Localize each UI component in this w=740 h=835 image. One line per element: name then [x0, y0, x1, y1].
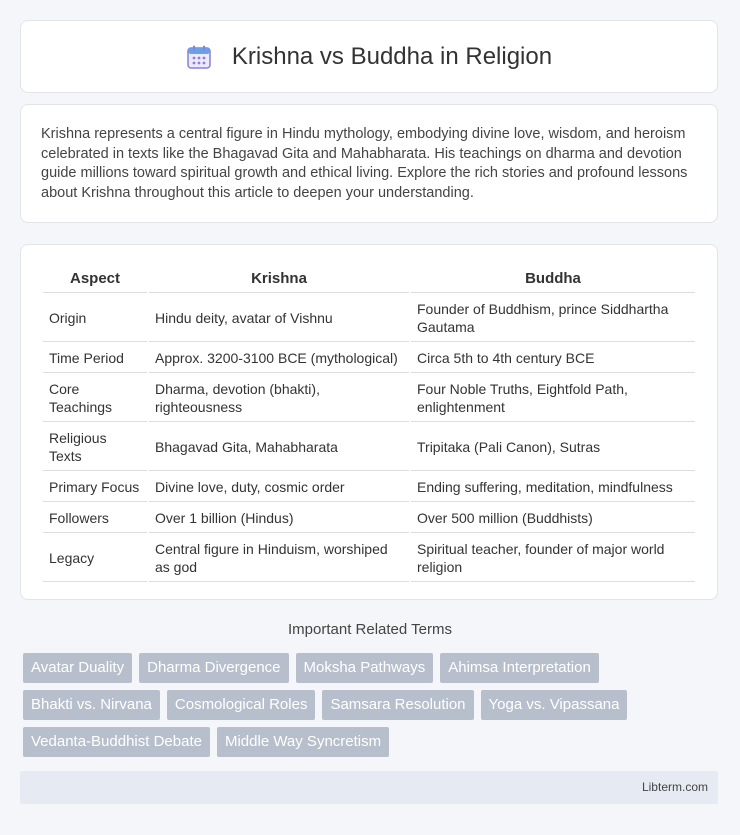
table-cell-aspect: Core Teachings	[43, 375, 147, 422]
comparison-table	[41, 263, 697, 584]
column-header-aspect: Aspect	[43, 265, 147, 293]
title-card	[20, 20, 718, 93]
related-term-tag[interactable]: Dharma Divergence	[139, 653, 288, 683]
intro-card	[20, 104, 718, 223]
table-cell-aspect: Primary Focus	[43, 473, 147, 502]
table-cell-krishna: Central figure in Hinduism, worshiped as god	[149, 535, 409, 582]
table-cell-buddha: Tripitaka (Pali Canon), Sutras	[411, 424, 695, 471]
page-title: Krishna vs Buddha in Religion	[231, 42, 553, 70]
column-header-buddha: Buddha	[411, 265, 695, 293]
table-cell-krishna: Divine love, duty, cosmic order	[149, 473, 409, 502]
table-row	[43, 424, 695, 471]
table-row	[43, 344, 695, 373]
related-term-tag[interactable]: Bhakti vs. Nirvana	[23, 690, 160, 720]
table-cell-krishna: Hindu deity, avatar of Vishnu	[149, 295, 409, 342]
related-terms-list	[23, 653, 723, 764]
table-cell-aspect: Legacy	[43, 535, 147, 582]
column-header-krishna: Krishna	[149, 265, 409, 293]
related-term-tag[interactable]: Samsara Resolution	[322, 690, 473, 720]
comparison-card	[20, 244, 718, 600]
intro-paragraph: Krishna represents a central figure in Hindu mythology, embodying divine love, wisdom, and heroism celebrated in texts like the Bhagavad Gita and Mahabharata. His teachings on dharma and devotion guide millions toward spiritual growth and ethical living. Explore the rich stories and profound lessons about Krishna throughout this article to deepen your understanding.	[41, 126, 688, 201]
related-term-tag[interactable]: Moksha Pathways	[296, 653, 434, 683]
table-cell-buddha: Spiritual teacher, founder of major world religion	[411, 535, 695, 582]
table-cell-krishna: Over 1 billion (Hindus)	[149, 504, 409, 533]
table-header-row	[43, 265, 695, 293]
related-term-tag[interactable]: Middle Way Syncretism	[217, 727, 389, 757]
related-term-tag[interactable]: Yoga vs. Vipassana	[481, 690, 628, 720]
related-term-tag[interactable]: Cosmological Roles	[167, 690, 316, 720]
footer-site-link[interactable]: Libterm.com	[641, 780, 708, 794]
table-cell-aspect: Time Period	[43, 344, 147, 373]
table-cell-aspect: Followers	[43, 504, 147, 533]
table-cell-krishna: Approx. 3200-3100 BCE (mythological)	[149, 344, 409, 373]
table-cell-krishna: Bhagavad Gita, Mahabharata	[149, 424, 409, 471]
related-term-tag[interactable]: Vedanta-Buddhist Debate	[23, 727, 210, 757]
table-row	[43, 504, 695, 533]
table-cell-buddha: Ending suffering, meditation, mindfulness	[411, 473, 695, 502]
table-row	[43, 375, 695, 422]
related-term-tag[interactable]: Avatar Duality	[23, 653, 132, 683]
footer	[20, 771, 718, 804]
table-cell-aspect: Origin	[43, 295, 147, 342]
related-terms-heading: Important Related Terms	[288, 621, 452, 638]
table-cell-buddha: Circa 5th to 4th century BCE	[411, 344, 695, 373]
table-cell-buddha: Founder of Buddhism, prince Siddhartha Gautama	[411, 295, 695, 342]
table-cell-buddha: Over 500 million (Buddhists)	[411, 504, 695, 533]
table-row	[43, 535, 695, 582]
table-row	[43, 295, 695, 342]
table-cell-buddha: Four Noble Truths, Eightfold Path, enlightenment	[411, 375, 695, 422]
calendar-icon	[186, 44, 212, 70]
table-row	[43, 473, 695, 502]
table-cell-krishna: Dharma, devotion (bhakti), righteousness	[149, 375, 409, 422]
related-term-tag[interactable]: Ahimsa Interpretation	[440, 653, 599, 683]
table-cell-aspect: Religious Texts	[43, 424, 147, 471]
